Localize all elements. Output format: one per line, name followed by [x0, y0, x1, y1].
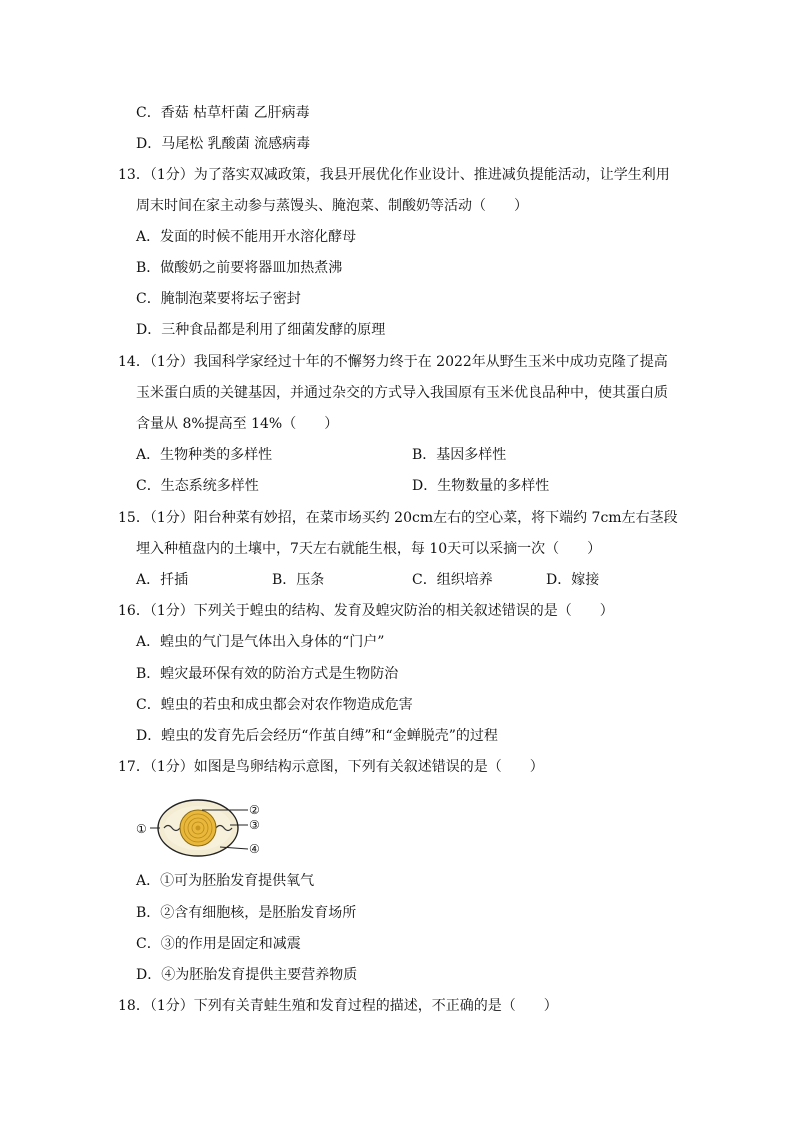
q15-stem-line2: 埋入种植盘内的土壤中，7天左右就能生根，每 10天可以采摘一次（ ）: [136, 541, 602, 557]
q15-option-b: B．压条: [272, 572, 325, 588]
q16-option-d: D．蝗虫的发育先后会经历“作茧自缚”和“金蝉脱壳”的过程: [136, 728, 498, 744]
q14-option-b: B．基因多样性: [412, 447, 507, 463]
q17-option-b: B．②含有细胞核，是胚胎发育场所: [136, 905, 357, 921]
q13-option-b: B．做酸奶之前要将器皿加热煮沸: [136, 260, 343, 276]
q14-option-d: D．生物数量的多样性: [412, 478, 550, 494]
q14-option-c: C．生态系统多样性: [136, 478, 259, 494]
q15-option-a: A．扦插: [136, 572, 189, 588]
fig-label-4: ④: [249, 842, 260, 856]
q18-stem-line1: 18．（1分）下列有关青蛙生殖和发育过程的描述，不正确的是（ ）: [118, 998, 558, 1014]
q13-option-d: D．三种食品都是利用了细菌发酵的原理: [136, 322, 386, 338]
q15-option-d: D．嫁接: [546, 572, 600, 588]
q15-stem-line1: 15．（1分）阳台种菜有妙招，在菜市场买约 20cm左右的空心菜，将下端约 7cm左右茎段: [118, 510, 678, 526]
q17-stem-line1: 17．（1分）如图是鸟卵结构示意图，下列有关叙述错误的是（ ）: [118, 759, 544, 775]
q15-option-c: C．组织培养: [412, 572, 493, 588]
q12-option-c: C．香菇 枯草杆菌 乙肝病毒: [136, 105, 310, 121]
bird-egg-diagram: [136, 795, 272, 863]
q16-option-b: B．蝗灾最环保有效的防治方式是生物防治: [136, 666, 399, 682]
q13-option-a: A．发面的时候不能用开水溶化酵母: [136, 229, 357, 245]
q17-option-d: D．④为胚胎发育提供主要营养物质: [136, 967, 358, 983]
q16-option-a: A．蝗虫的气门是气体出入身体的“门户”: [136, 634, 385, 650]
q14-stem-line1: 14．（1分）我国科学家经过十年的不懈努力终于在 2022年从野生玉米中成功克隆了提高: [118, 354, 668, 370]
q16-option-c: C．蝗虫的若虫和成虫都会对农作物造成危害: [136, 697, 413, 713]
fig-label-1: ①: [136, 822, 147, 836]
q13-option-c: C．腌制泡菜要将坛子密封: [136, 291, 301, 307]
q14-option-a: A．生物种类的多样性: [136, 447, 273, 463]
q16-stem-line1: 16．（1分）下列关于蝗虫的结构、发育及蝗灾防治的相关叙述错误的是（ ）: [118, 603, 614, 619]
q13-stem-line1: 13．（1分）为了落实双减政策，我县开展优化作业设计、推进减负提能活动，让学生利用: [118, 167, 670, 183]
q14-stem-line3: 含量从 8%提高至 14%（ ）: [136, 416, 339, 432]
q17-option-a: A．①可为胚胎发育提供氧气: [136, 873, 315, 889]
q12-option-d: D．马尾松 乳酸菌 流感病毒: [136, 136, 311, 152]
q14-stem-line2: 玉米蛋白质的关键基因，并通过杂交的方式导入我国原有玉米优良品种中，使其蛋白质: [136, 385, 668, 401]
q17-option-c: C．③的作用是固定和减震: [136, 936, 301, 952]
q13-stem-line2: 周末时间在家主动参与蒸馒头、腌泡菜、制酸奶等活动（ ）: [136, 198, 528, 214]
fig-label-2: ②: [249, 803, 260, 817]
fig-label-3: ③: [249, 818, 260, 832]
